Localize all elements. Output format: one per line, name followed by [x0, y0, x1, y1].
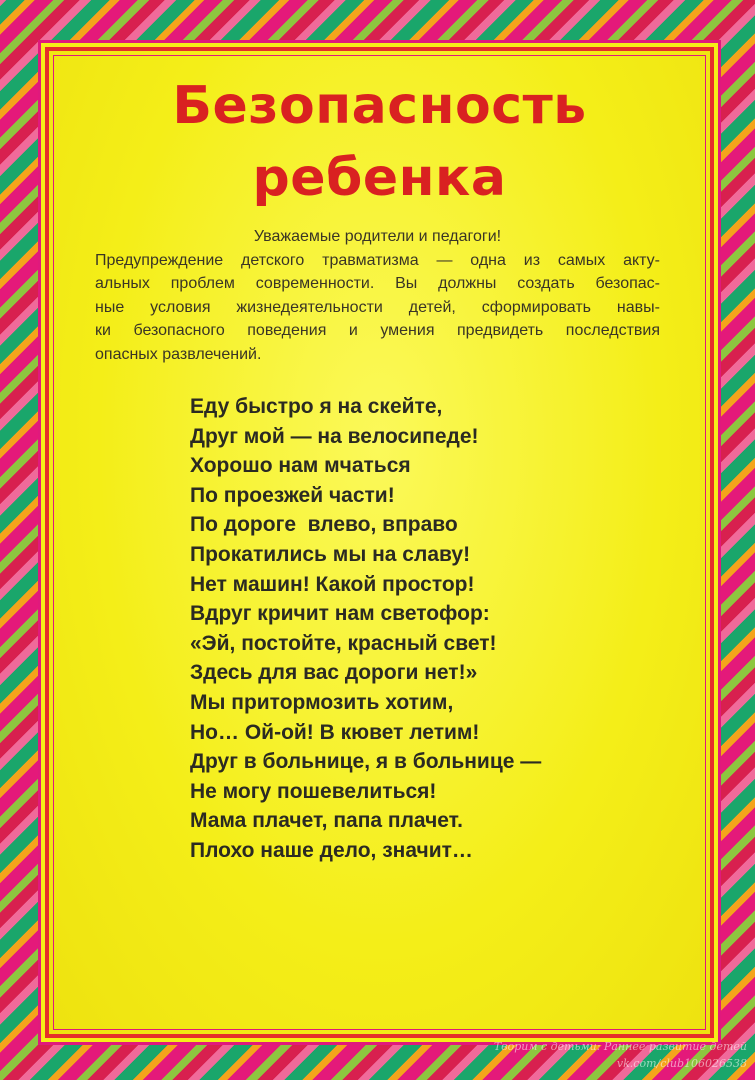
poem-line: Нет машин! Какой простор!	[190, 572, 475, 596]
poem-line: Вдруг кричит нам светофор:	[190, 602, 490, 626]
intro-line: ные условия жизнедеятельности детей, сформировать навы-	[95, 298, 660, 316]
intro-line: опасных развлечений.	[95, 345, 262, 363]
title-line-1: Безопасность	[172, 76, 587, 136]
poem-line: Здесь для вас дороги нет!»	[190, 661, 478, 685]
page-title	[53, 70, 706, 214]
poem-line: Друг мой — на велосипеде!	[190, 424, 479, 448]
intro-line: ки безопасного поведения и умения предвидеть последствия	[95, 322, 660, 339]
poem-line: Плохо наше дело, значит…	[190, 838, 473, 862]
intro-line: альных проблем современности. Вы должны создать безопас-	[95, 275, 660, 292]
watermark-line-2: vk.com/club106026538	[616, 1057, 747, 1070]
poem-line: Прокатились мы на славу!	[190, 542, 471, 566]
poem-line: Но… Ой-ой! В кювет летим!	[190, 720, 480, 744]
title-line-2: ребенка	[252, 148, 507, 208]
intro-greeting: Уважаемые родители и педагоги!	[253, 228, 502, 245]
poem-line: Еду быстро я на скейте,	[190, 395, 443, 418]
watermark	[494, 1038, 747, 1072]
intro-line: Предупреждение детского травматизма — одна из самых акту-	[95, 251, 660, 269]
poem-line: Хорошо нам мчаться	[190, 454, 411, 478]
poem-line: Мама плачет, папа плачет.	[190, 809, 463, 833]
poem-line: Не могу пошевелиться!	[190, 779, 437, 803]
poem-line: По дороге влево, вправо	[190, 513, 458, 537]
poem-line: По проезжей части!	[190, 483, 395, 507]
poem-line: Мы притормозить хотим,	[190, 690, 454, 714]
poem	[190, 392, 640, 866]
poem-line: «Эй, постойте, красный свет!	[190, 631, 497, 655]
poem-line: Друг в больнице, я в больнице —	[190, 750, 542, 774]
watermark-line-1: Творим с детьми: Раннее развитие детей	[493, 1040, 747, 1053]
intro-text	[95, 225, 660, 366]
